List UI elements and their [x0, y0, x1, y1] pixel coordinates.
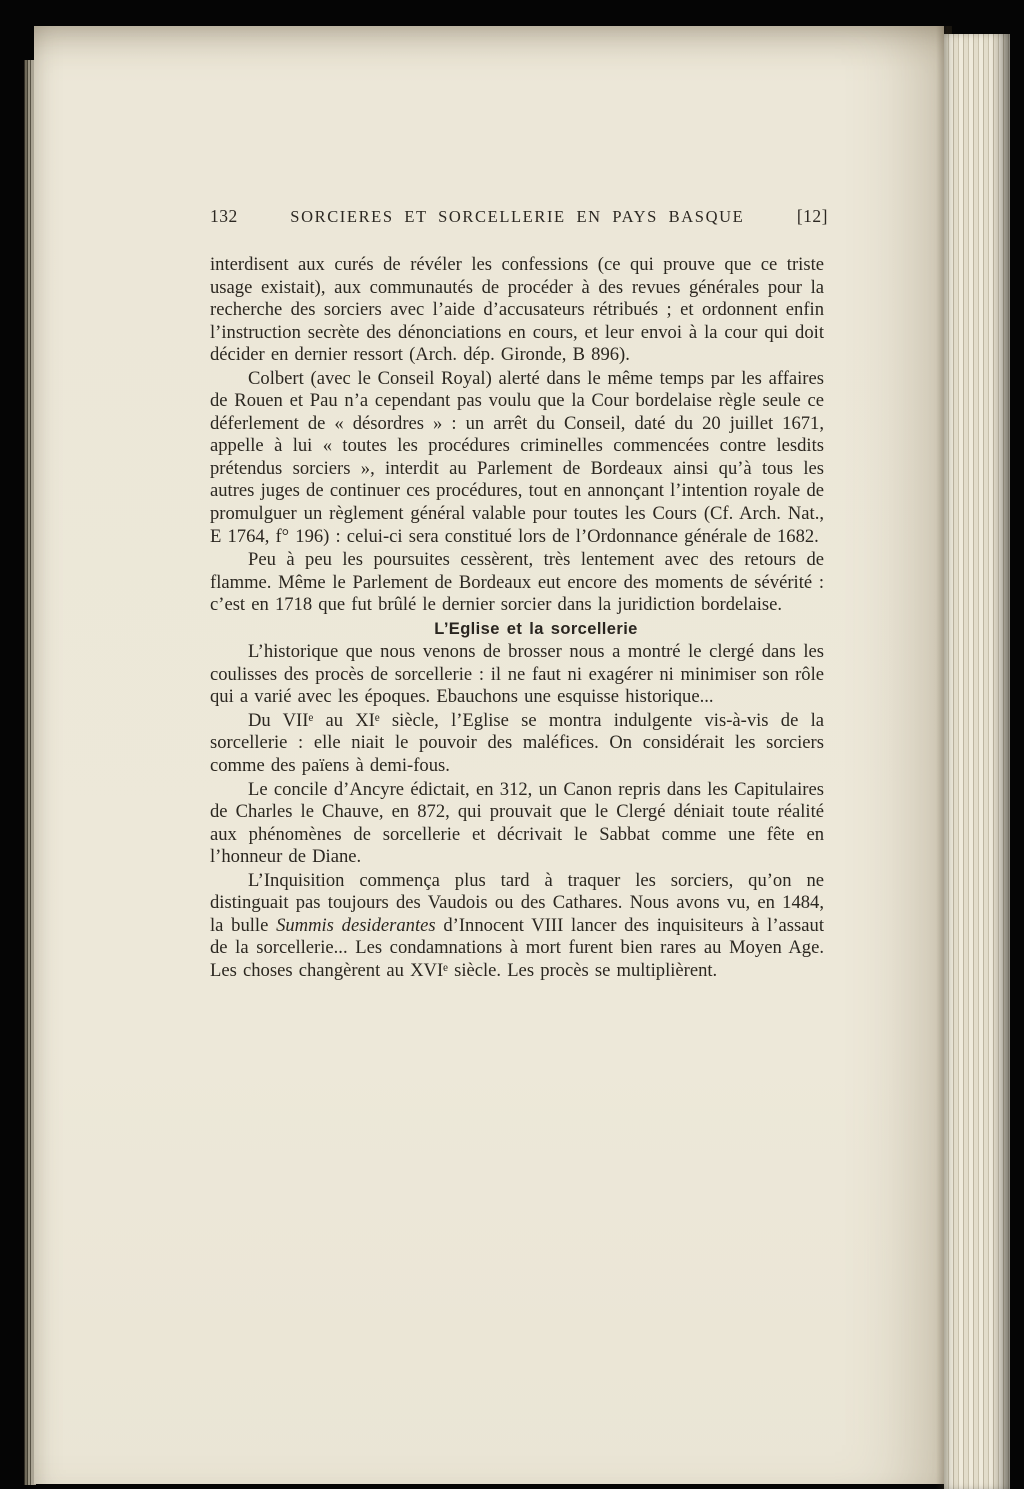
- paragraph-text: d’Innocent VIII lancer des inquisiteurs à l’assaut de la sorcellerie... Les condamnations à mort furent bien rares au Moyen Age. Les choses changèrent au XVIᵉ siècle. Les procès se multiplièrent.: [210, 914, 824, 981]
- page-number: 132: [210, 206, 238, 226]
- paragraph-text: L’Inquisition commença plus tard à traquer les sorciers, qu’on ne distinguait pas toujours des Vaudois ou des Cathares. Nous avons vu, en 1484, la bulle: [210, 869, 824, 936]
- page-header: [210, 206, 828, 227]
- issue-number: [12]: [796, 206, 828, 226]
- latin-bull-title: Summis desiderantes: [276, 914, 436, 936]
- section-heading: L’Eglise et la sorcellerie: [434, 619, 638, 638]
- paragraph: Colbert (avec le Conseil Royal) alerté dans le même temps par les affaires de Rouen et Pau n’a cependant pas voulu que la Cour bordelaise règle seule ce déferlement de « désordres » : un arrêt du Conseil, daté du 20 juillet 1671, appelle à lui « toutes les procédures criminelles commencées contre lesdits prétendus sorciers », interdit au Parlement de Bordeaux ainsi qu’à tous les autres juges de continuer ces procédures, tout en annonçant l’intention royale de promulguer un règlement général valable pour toutes les Cours (Cf. Arch. Nat., E 1764, f° 196) : celui-ci sera constitué lors de l’Ordonnance générale de 1682.: [210, 367, 824, 547]
- paragraph: [210, 870, 824, 983]
- paragraph: interdisent aux curés de révéler les confessions (ce qui prouve que ce triste usage existait), aux communautés de procéder à des revues générales pour la recherche des sorciers avec l’aide d’accusateurs rétribués ; et ordonnent enfin l’instruction secrète des dénonciations en cours, et leur envoi à la cour qui doit décider en dernier ressort (Arch. dép. Gironde, B 896).: [210, 254, 824, 366]
- paragraph: L’historique que nous venons de brosser nous a montré le clergé dans les coulisses des procès de sorcellerie : il ne faut ni exagérer ni minimiser son rôle qui a varié avec les époques. Ebauchons une esquisse historique...: [210, 641, 824, 708]
- paragraph: Du VIIᵉ au XIᵉ siècle, l’Eglise se montra indulgente vis-à-vis de la sorcellerie : elle niait le pouvoir des maléfices. On considérait les sorciers comme des païens à demi-fous.: [210, 709, 824, 777]
- running-title: SORCIERES ET SORCELLERIE EN PAYS BASQUE: [290, 207, 745, 226]
- book-page: [34, 26, 944, 1484]
- paragraph: Le concile d’Ancyre édictait, en 312, un Canon repris dans les Capitulaires de Charles le Chauve, en 872, qui prouvait que le Clergé déniait toute réalité aux phénomènes de sorcellerie et décrivait le Sabbat comme une fête en l’honneur de Diane.: [210, 778, 824, 868]
- right-page-fan-edges: [944, 34, 1010, 1489]
- text-block: [210, 254, 824, 983]
- paragraph: Peu à peu les poursuites cessèrent, très lentement avec des retours de flamme. Même le Parlement de Bordeaux eut encore des moments de sévérité : c’est en 1718 que fut brûlé le dernier sorcier dans la juridiction bordelaise.: [210, 549, 824, 616]
